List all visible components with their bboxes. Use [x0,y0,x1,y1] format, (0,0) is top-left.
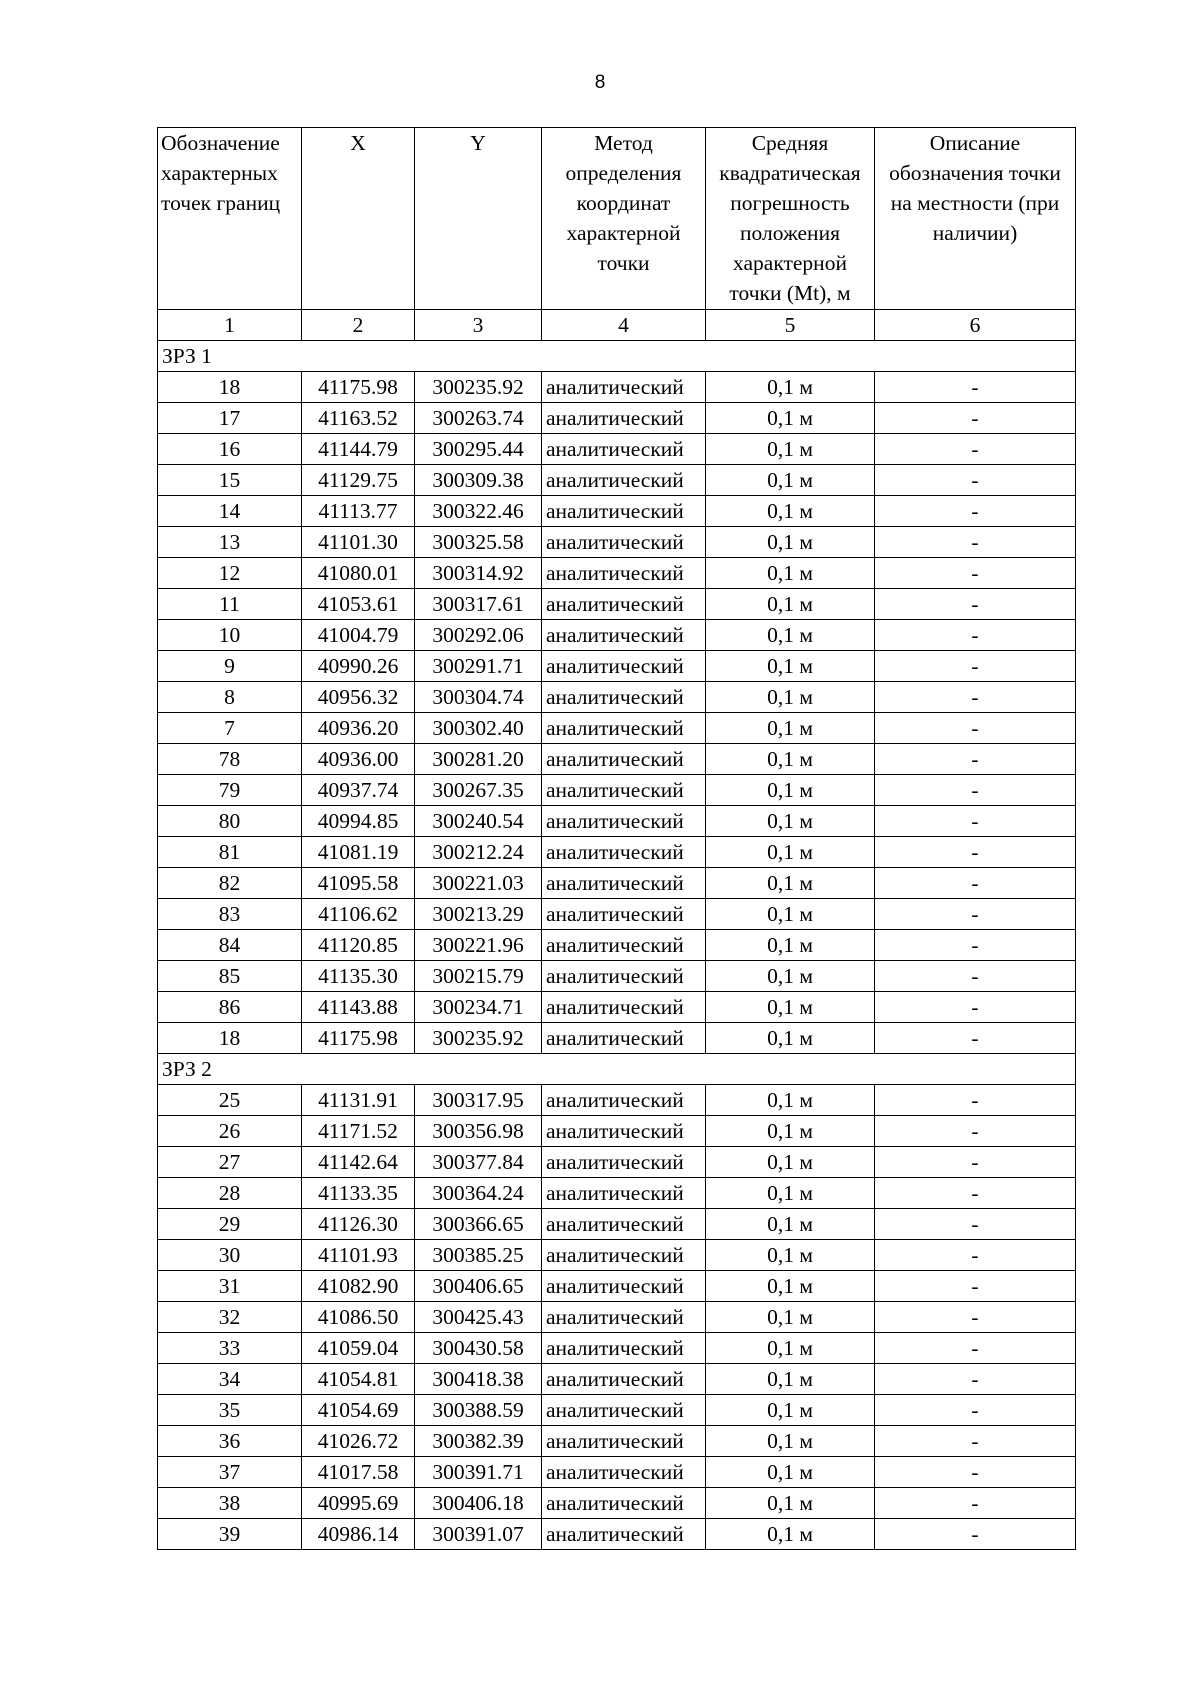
method-cell: аналитический [542,713,706,744]
point-number-cell: 16 [158,434,302,465]
y-coordinate-cell: 300406.65 [415,1271,542,1302]
point-number-cell: 7 [158,713,302,744]
y-coordinate-cell: 300213.29 [415,899,542,930]
y-coordinate-cell: 300281.20 [415,744,542,775]
header-row [158,128,1076,310]
method-cell: аналитический [542,775,706,806]
table-row [158,806,1076,837]
point-number-cell: 25 [158,1085,302,1116]
description-cell: - [875,1240,1076,1271]
method-cell: аналитический [542,868,706,899]
method-cell: аналитический [542,1178,706,1209]
point-number-cell: 80 [158,806,302,837]
y-coordinate-cell: 300406.18 [415,1488,542,1519]
method-cell: аналитический [542,899,706,930]
section-title: ЗРЗ 1 [158,341,1076,372]
method-cell: аналитический [542,434,706,465]
table-row [158,1333,1076,1364]
table-row [158,1085,1076,1116]
point-number-cell: 37 [158,1457,302,1488]
method-cell: аналитический [542,1426,706,1457]
table-row [158,682,1076,713]
x-coordinate-cell: 41175.98 [302,1023,415,1054]
method-cell: аналитический [542,1271,706,1302]
method-cell: аналитический [542,1240,706,1271]
x-coordinate-cell: 41004.79 [302,620,415,651]
table-row [158,713,1076,744]
x-coordinate-cell: 41106.62 [302,899,415,930]
method-cell: аналитический [542,1364,706,1395]
point-number-cell: 84 [158,930,302,961]
point-number-cell: 36 [158,1426,302,1457]
table-row [158,992,1076,1023]
point-number-cell: 35 [158,1395,302,1426]
y-coordinate-cell: 300234.71 [415,992,542,1023]
y-coordinate-cell: 300235.92 [415,1023,542,1054]
description-cell: - [875,496,1076,527]
table-row [158,961,1076,992]
header-description: Описание обозначения точки на местности (при наличии) [875,128,1076,310]
mean-error-cell: 0,1 м [706,806,875,837]
y-coordinate-cell: 300302.40 [415,713,542,744]
point-number-cell: 26 [158,1116,302,1147]
y-coordinate-cell: 300314.92 [415,558,542,589]
y-coordinate-cell: 300304.74 [415,682,542,713]
method-cell: аналитический [542,589,706,620]
y-coordinate-cell: 300385.25 [415,1240,542,1271]
description-cell: - [875,992,1076,1023]
method-cell: аналитический [542,558,706,589]
x-coordinate-cell: 41086.50 [302,1302,415,1333]
x-coordinate-cell: 41095.58 [302,868,415,899]
y-coordinate-cell: 300235.92 [415,372,542,403]
description-cell: - [875,651,1076,682]
x-coordinate-cell: 40937.74 [302,775,415,806]
method-cell: аналитический [542,682,706,713]
description-cell: - [875,589,1076,620]
point-number-cell: 27 [158,1147,302,1178]
mean-error-cell: 0,1 м [706,713,875,744]
mean-error-cell: 0,1 м [706,527,875,558]
mean-error-cell: 0,1 м [706,620,875,651]
x-coordinate-cell: 40986.14 [302,1519,415,1550]
description-cell: - [875,744,1076,775]
y-coordinate-cell: 300430.58 [415,1333,542,1364]
x-coordinate-cell: 41163.52 [302,403,415,434]
y-coordinate-cell: 300366.65 [415,1209,542,1240]
method-cell: аналитический [542,1209,706,1240]
point-number-cell: 78 [158,744,302,775]
y-coordinate-cell: 300322.46 [415,496,542,527]
y-coordinate-cell: 300377.84 [415,1147,542,1178]
table-row [158,1457,1076,1488]
point-number-cell: 33 [158,1333,302,1364]
mean-error-cell: 0,1 м [706,1364,875,1395]
x-coordinate-cell: 40994.85 [302,806,415,837]
description-cell: - [875,775,1076,806]
method-cell: аналитический [542,1395,706,1426]
description-cell: - [875,1116,1076,1147]
y-coordinate-cell: 300391.71 [415,1457,542,1488]
description-cell: - [875,868,1076,899]
method-cell: аналитический [542,1519,706,1550]
mean-error-cell: 0,1 м [706,775,875,806]
section-row [158,341,1076,372]
method-cell: аналитический [542,1457,706,1488]
x-coordinate-cell: 40936.20 [302,713,415,744]
mean-error-cell: 0,1 м [706,465,875,496]
method-cell: аналитический [542,961,706,992]
x-coordinate-cell: 41053.61 [302,589,415,620]
y-coordinate-cell: 300364.24 [415,1178,542,1209]
header-mean-error: Средняя квадратическая погрешность положения характерной точки (Mt), м [706,128,875,310]
description-cell: - [875,1333,1076,1364]
description-cell: - [875,1209,1076,1240]
point-number-cell: 28 [158,1178,302,1209]
description-cell: - [875,1178,1076,1209]
mean-error-cell: 0,1 м [706,651,875,682]
table-body [158,128,1076,1550]
x-coordinate-cell: 41113.77 [302,496,415,527]
method-cell: аналитический [542,496,706,527]
x-coordinate-cell: 41135.30 [302,961,415,992]
y-coordinate-cell: 300382.39 [415,1426,542,1457]
x-coordinate-cell: 40956.32 [302,682,415,713]
column-number: 6 [875,310,1076,341]
column-number: 5 [706,310,875,341]
mean-error-cell: 0,1 м [706,961,875,992]
y-coordinate-cell: 300391.07 [415,1519,542,1550]
x-coordinate-cell: 41144.79 [302,434,415,465]
table-row [158,1147,1076,1178]
method-cell: аналитический [542,465,706,496]
point-number-cell: 82 [158,868,302,899]
table-row [158,1271,1076,1302]
point-number-cell: 15 [158,465,302,496]
column-number: 2 [302,310,415,341]
x-coordinate-cell: 41101.93 [302,1240,415,1271]
table-row [158,1178,1076,1209]
column-number: 4 [542,310,706,341]
section-title: ЗРЗ 2 [158,1054,1076,1085]
mean-error-cell: 0,1 м [706,744,875,775]
header-point-designation: Обозначение характерных точек границ [158,128,302,310]
mean-error-cell: 0,1 м [706,837,875,868]
point-number-cell: 34 [158,1364,302,1395]
description-cell: - [875,1023,1076,1054]
description-cell: - [875,682,1076,713]
point-number-cell: 9 [158,651,302,682]
description-cell: - [875,806,1076,837]
description-cell: - [875,465,1076,496]
table-row [158,589,1076,620]
point-number-cell: 10 [158,620,302,651]
mean-error-cell: 0,1 м [706,992,875,1023]
x-coordinate-cell: 41171.52 [302,1116,415,1147]
description-cell: - [875,1271,1076,1302]
y-coordinate-cell: 300291.71 [415,651,542,682]
table-row [158,558,1076,589]
mean-error-cell: 0,1 м [706,496,875,527]
table-row [158,403,1076,434]
point-number-cell: 11 [158,589,302,620]
x-coordinate-cell: 41101.30 [302,527,415,558]
table-row [158,837,1076,868]
x-coordinate-cell: 41126.30 [302,1209,415,1240]
description-cell: - [875,1147,1076,1178]
table-row [158,372,1076,403]
description-cell: - [875,961,1076,992]
table-row [158,496,1076,527]
table-row [158,775,1076,806]
method-cell: аналитический [542,806,706,837]
mean-error-cell: 0,1 м [706,930,875,961]
table-row [158,1240,1076,1271]
method-cell: аналитический [542,1488,706,1519]
section-row [158,1054,1076,1085]
x-coordinate-cell: 41059.04 [302,1333,415,1364]
column-number: 1 [158,310,302,341]
x-coordinate-cell: 41082.90 [302,1271,415,1302]
mean-error-cell: 0,1 м [706,1209,875,1240]
point-number-cell: 81 [158,837,302,868]
y-coordinate-cell: 300325.58 [415,527,542,558]
method-cell: аналитический [542,1147,706,1178]
description-cell: - [875,434,1076,465]
table-row [158,868,1076,899]
mean-error-cell: 0,1 м [706,403,875,434]
y-coordinate-cell: 300388.59 [415,1395,542,1426]
method-cell: аналитический [542,1333,706,1364]
mean-error-cell: 0,1 м [706,1519,875,1550]
point-number-cell: 83 [158,899,302,930]
table-row [158,1302,1076,1333]
description-cell: - [875,372,1076,403]
mean-error-cell: 0,1 м [706,1178,875,1209]
point-number-cell: 18 [158,1023,302,1054]
x-coordinate-cell: 41129.75 [302,465,415,496]
mean-error-cell: 0,1 м [706,1085,875,1116]
table-row [158,527,1076,558]
description-cell: - [875,899,1076,930]
point-number-cell: 85 [158,961,302,992]
table-row [158,465,1076,496]
mean-error-cell: 0,1 м [706,899,875,930]
x-coordinate-cell: 41143.88 [302,992,415,1023]
x-coordinate-cell: 41054.69 [302,1395,415,1426]
y-coordinate-cell: 300267.35 [415,775,542,806]
point-number-cell: 13 [158,527,302,558]
column-number: 3 [415,310,542,341]
y-coordinate-cell: 300221.96 [415,930,542,961]
mean-error-cell: 0,1 м [706,558,875,589]
y-coordinate-cell: 300263.74 [415,403,542,434]
table-row [158,1023,1076,1054]
mean-error-cell: 0,1 м [706,1147,875,1178]
table-row [158,1116,1076,1147]
point-number-cell: 18 [158,372,302,403]
description-cell: - [875,837,1076,868]
table-row [158,620,1076,651]
description-cell: - [875,403,1076,434]
y-coordinate-cell: 300215.79 [415,961,542,992]
table-row [158,1426,1076,1457]
description-cell: - [875,1364,1076,1395]
y-coordinate-cell: 300295.44 [415,434,542,465]
header-method: Метод определения координат характерной точки [542,128,706,310]
point-number-cell: 14 [158,496,302,527]
y-coordinate-cell: 300212.24 [415,837,542,868]
x-coordinate-cell: 40995.69 [302,1488,415,1519]
x-coordinate-cell: 41081.19 [302,837,415,868]
description-cell: - [875,1488,1076,1519]
y-coordinate-cell: 300292.06 [415,620,542,651]
table-row [158,930,1076,961]
y-coordinate-cell: 300356.98 [415,1116,542,1147]
y-coordinate-cell: 300240.54 [415,806,542,837]
description-cell: - [875,930,1076,961]
table-row [158,899,1076,930]
x-coordinate-cell: 41131.91 [302,1085,415,1116]
method-cell: аналитический [542,651,706,682]
mean-error-cell: 0,1 м [706,1426,875,1457]
column-number-row [158,310,1076,341]
description-cell: - [875,1457,1076,1488]
point-number-cell: 32 [158,1302,302,1333]
description-cell: - [875,1085,1076,1116]
method-cell: аналитический [542,620,706,651]
mean-error-cell: 0,1 м [706,434,875,465]
description-cell: - [875,558,1076,589]
page-number: 8 [594,72,606,93]
y-coordinate-cell: 300309.38 [415,465,542,496]
point-number-cell: 29 [158,1209,302,1240]
mean-error-cell: 0,1 м [706,1488,875,1519]
method-cell: аналитический [542,403,706,434]
method-cell: аналитический [542,1023,706,1054]
description-cell: - [875,1302,1076,1333]
point-number-cell: 86 [158,992,302,1023]
table-row [158,1395,1076,1426]
description-cell: - [875,1519,1076,1550]
header-y: Y [415,128,542,310]
point-number-cell: 17 [158,403,302,434]
x-coordinate-cell: 41026.72 [302,1426,415,1457]
x-coordinate-cell: 40936.00 [302,744,415,775]
y-coordinate-cell: 300425.43 [415,1302,542,1333]
description-cell: - [875,1395,1076,1426]
y-coordinate-cell: 300221.03 [415,868,542,899]
point-number-cell: 8 [158,682,302,713]
method-cell: аналитический [542,837,706,868]
table-row [158,1488,1076,1519]
method-cell: аналитический [542,527,706,558]
method-cell: аналитический [542,930,706,961]
table-row [158,651,1076,682]
mean-error-cell: 0,1 м [706,1395,875,1426]
point-number-cell: 30 [158,1240,302,1271]
method-cell: аналитический [542,1302,706,1333]
mean-error-cell: 0,1 м [706,1240,875,1271]
mean-error-cell: 0,1 м [706,682,875,713]
x-coordinate-cell: 40990.26 [302,651,415,682]
x-coordinate-cell: 41142.64 [302,1147,415,1178]
method-cell: аналитический [542,992,706,1023]
description-cell: - [875,620,1076,651]
x-coordinate-cell: 41017.58 [302,1457,415,1488]
x-coordinate-cell: 41120.85 [302,930,415,961]
point-number-cell: 38 [158,1488,302,1519]
point-number-cell: 31 [158,1271,302,1302]
description-cell: - [875,1426,1076,1457]
table-row [158,434,1076,465]
table-row [158,1519,1076,1550]
mean-error-cell: 0,1 м [706,372,875,403]
table-row [158,1209,1076,1240]
point-number-cell: 79 [158,775,302,806]
mean-error-cell: 0,1 м [706,1302,875,1333]
point-number-cell: 39 [158,1519,302,1550]
mean-error-cell: 0,1 м [706,1333,875,1364]
method-cell: аналитический [542,744,706,775]
y-coordinate-cell: 300317.61 [415,589,542,620]
table-row [158,1364,1076,1395]
mean-error-cell: 0,1 м [706,1023,875,1054]
mean-error-cell: 0,1 м [706,1457,875,1488]
x-coordinate-cell: 41054.81 [302,1364,415,1395]
y-coordinate-cell: 300418.38 [415,1364,542,1395]
description-cell: - [875,527,1076,558]
x-coordinate-cell: 41133.35 [302,1178,415,1209]
x-coordinate-cell: 41175.98 [302,372,415,403]
method-cell: аналитический [542,1085,706,1116]
x-coordinate-cell: 41080.01 [302,558,415,589]
method-cell: аналитический [542,1116,706,1147]
mean-error-cell: 0,1 м [706,589,875,620]
coordinates-table [157,127,1076,1550]
y-coordinate-cell: 300317.95 [415,1085,542,1116]
description-cell: - [875,713,1076,744]
method-cell: аналитический [542,372,706,403]
mean-error-cell: 0,1 м [706,1271,875,1302]
point-number-cell: 12 [158,558,302,589]
header-x: X [302,128,415,310]
mean-error-cell: 0,1 м [706,868,875,899]
mean-error-cell: 0,1 м [706,1116,875,1147]
table-row [158,744,1076,775]
